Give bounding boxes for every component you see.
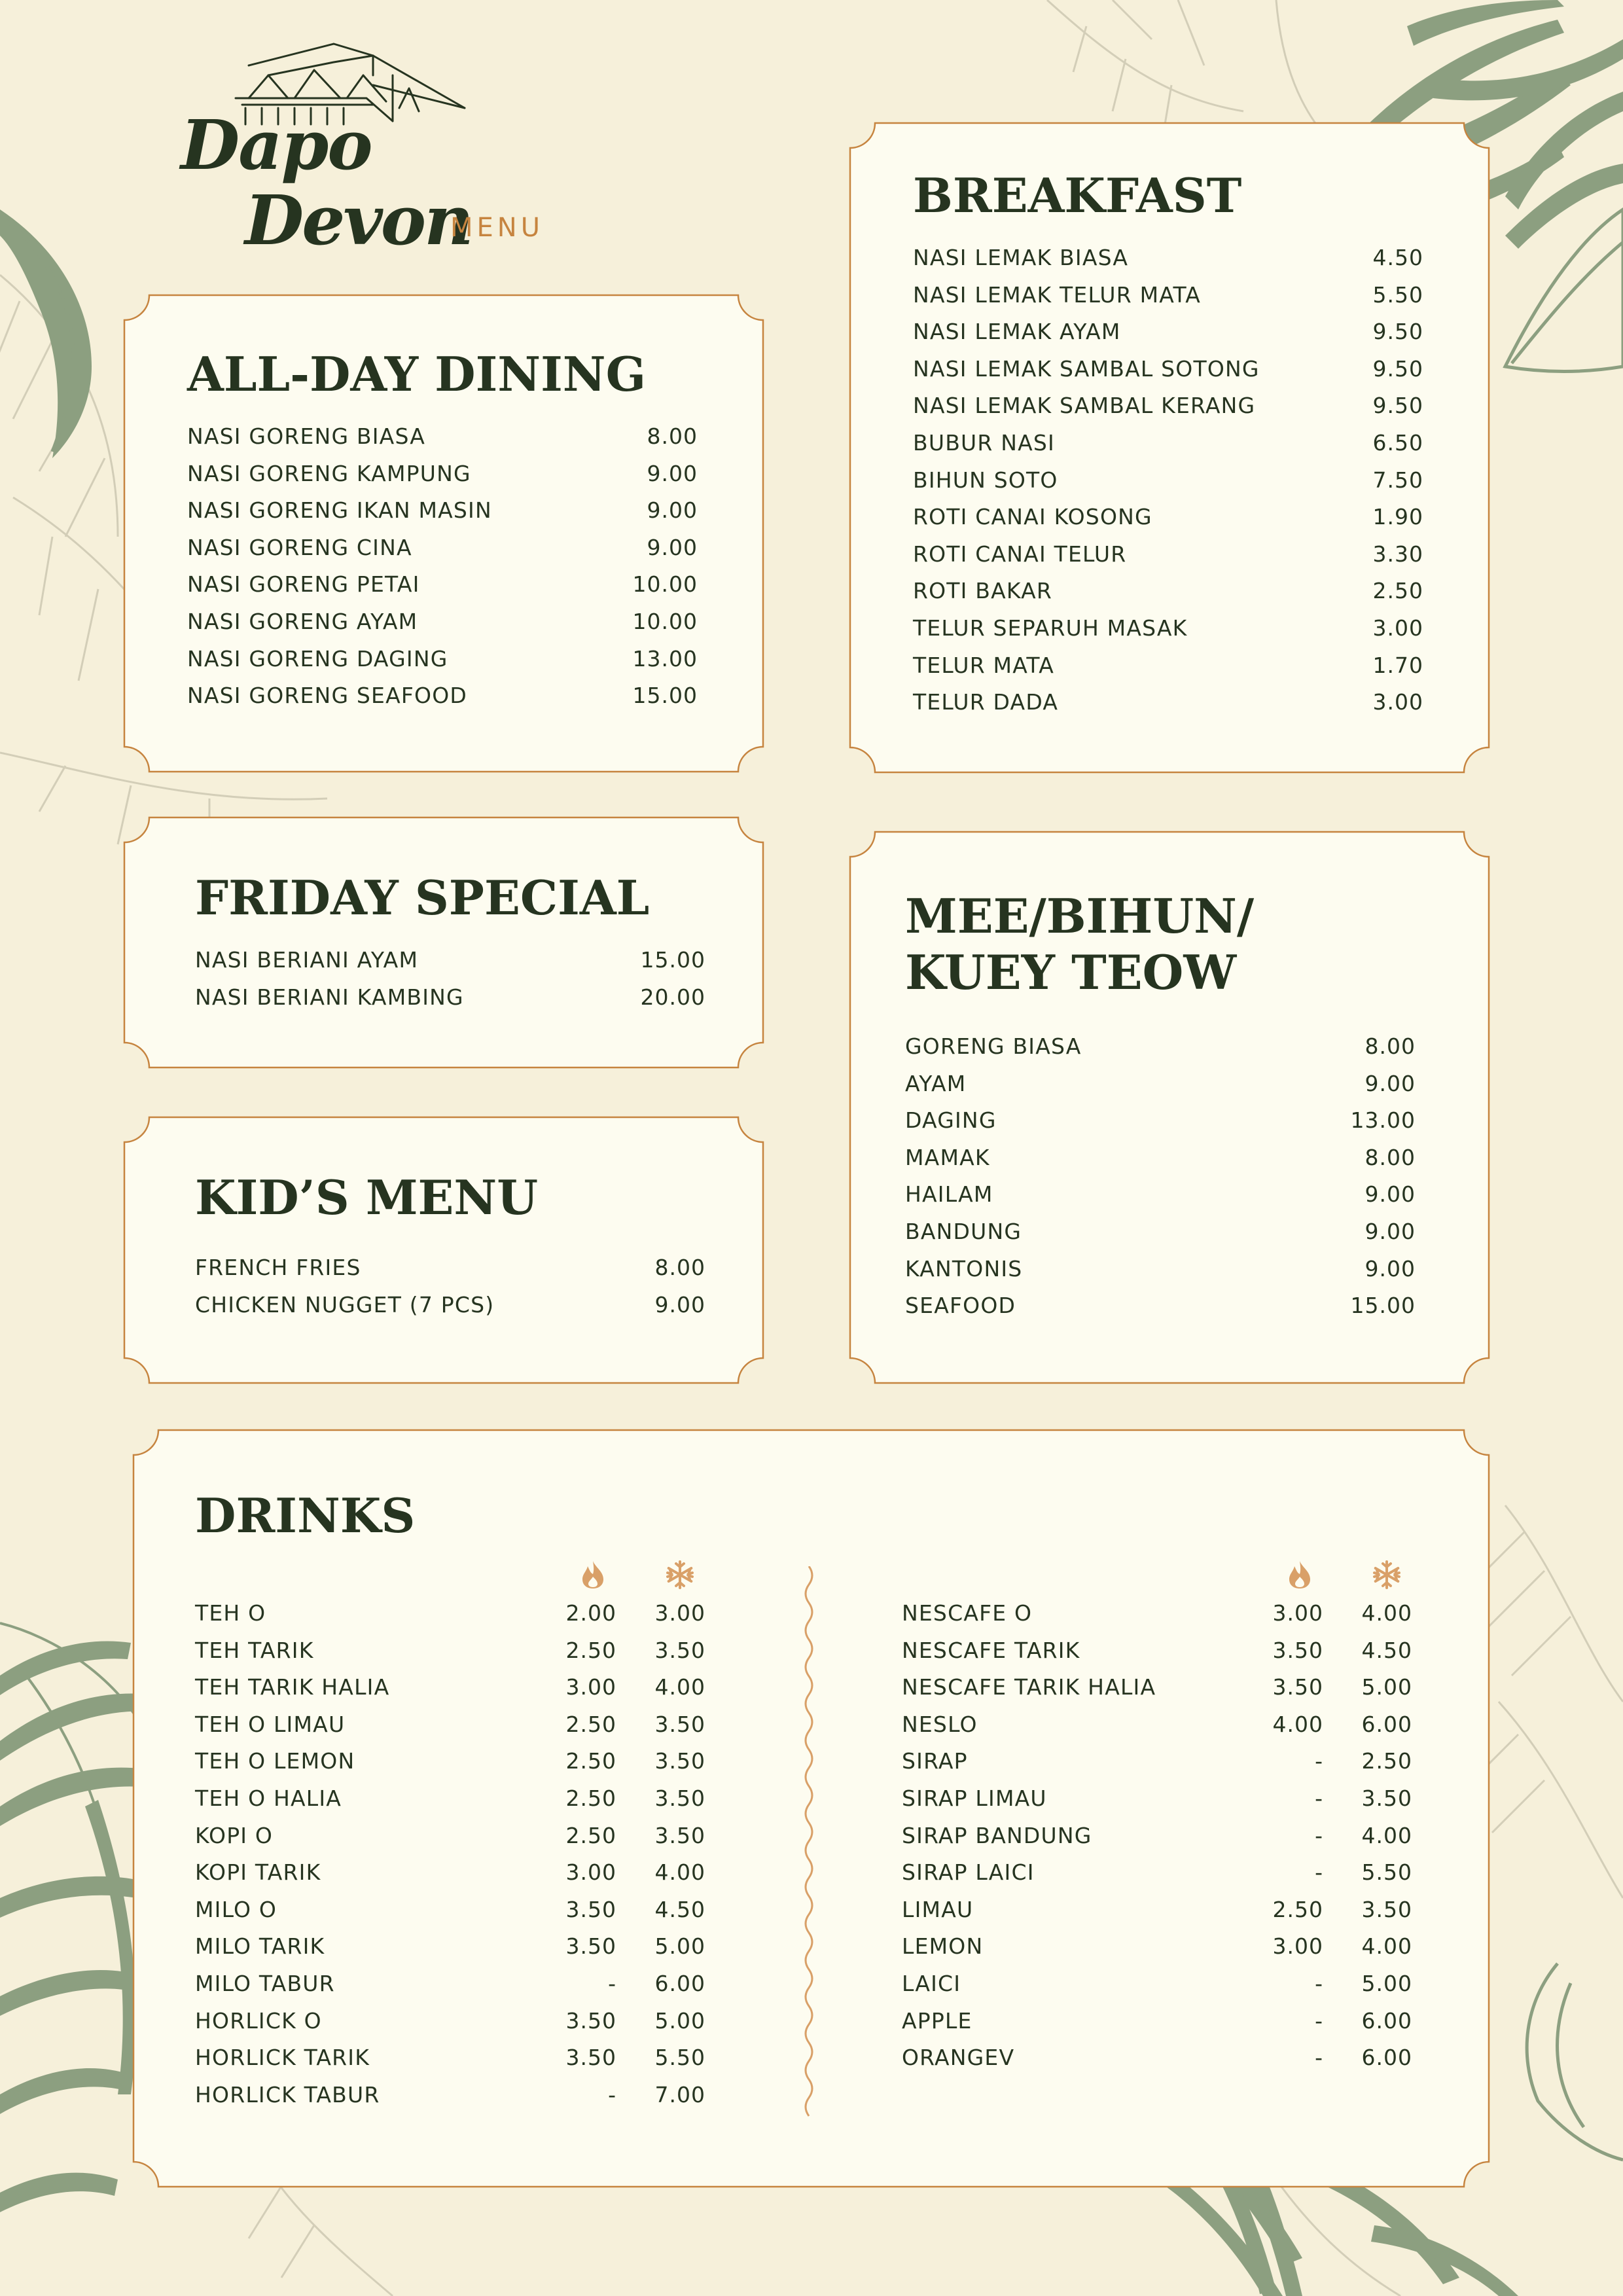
- drink-item: [902, 1600, 1412, 1638]
- drink-item: [195, 1600, 705, 1638]
- drink-cold-price: 4.00: [1361, 1822, 1412, 1848]
- menu-item-price: 2.50: [1372, 578, 1423, 604]
- menu-item: [913, 393, 1423, 430]
- menu-item-price: 5.50: [1372, 281, 1423, 308]
- menu-item-name: ROTI CANAI KOSONG: [913, 504, 1152, 530]
- menu-item-name: NASI GORENG CINA: [187, 534, 412, 560]
- menu-item-name: TELUR SEPARUH MASAK: [913, 615, 1188, 641]
- drink-name: TEH O LIMAU: [195, 1711, 346, 1737]
- menu-item-price: 13.00: [1350, 1107, 1416, 1134]
- drink-hot-price: 3.00: [565, 1674, 616, 1700]
- drink-cold-price: 4.50: [1361, 1637, 1412, 1663]
- panel-breakfast: [849, 122, 1490, 774]
- panel-frame: [123, 1116, 764, 1384]
- menu-item: [913, 356, 1423, 393]
- drink-hot-price: 4.00: [1272, 1711, 1323, 1737]
- drink-hot-price: -: [1315, 1970, 1323, 1996]
- drink-item: [902, 1897, 1412, 1934]
- menu-item-name: AYAM: [905, 1070, 967, 1096]
- drink-cold-price: 3.50: [654, 1748, 705, 1774]
- brand-name-line1: Dapo: [181, 105, 372, 185]
- menu-item: [913, 245, 1423, 282]
- drink-name: NESCAFE O: [902, 1600, 1033, 1626]
- menu-item: [187, 571, 698, 609]
- drink-item: [195, 1638, 705, 1675]
- section-title-line2: KUEY TEOW: [905, 944, 1237, 1000]
- drink-name: NESLO: [902, 1711, 978, 1737]
- drink-item: [902, 1638, 1412, 1675]
- panel-kids-menu: [123, 1116, 764, 1384]
- drink-cold-price: 3.00: [654, 1600, 705, 1626]
- drink-item: [902, 1712, 1412, 1749]
- menu-item-price: 15.00: [632, 683, 698, 709]
- drink-item: [195, 1748, 705, 1785]
- section-title-line1: MEE/BIHUN/: [905, 888, 1255, 944]
- drink-hot-price: 2.50: [565, 1785, 616, 1811]
- drink-name: TEH O LEMON: [195, 1748, 355, 1774]
- drink-cold-price: 3.50: [1361, 1785, 1412, 1811]
- brand-name-line2: Devon: [245, 180, 472, 260]
- drink-hot-price: 2.50: [1272, 1896, 1323, 1922]
- drink-name: MILO O: [195, 1896, 277, 1922]
- menu-item-name: GORENG BIASA: [905, 1033, 1082, 1059]
- drink-hot-price: 2.50: [565, 1748, 616, 1774]
- drink-item: [195, 1897, 705, 1934]
- menu-item-name: ROTI BAKAR: [913, 578, 1053, 604]
- menu-item-name: NASI LEMAK SAMBAL KERANG: [913, 393, 1256, 419]
- menu-item-name: CHICKEN NUGGET (7 PCS): [195, 1291, 495, 1318]
- section-title: FRIDAY SPECIAL: [195, 870, 650, 925]
- menu-item-name: NASI GORENG IKAN MASIN: [187, 497, 492, 524]
- menu-item-price: 9.50: [1372, 355, 1423, 382]
- drink-item: [902, 1748, 1412, 1785]
- menu-item-name: SEAFOOD: [905, 1293, 1016, 1319]
- menu-item: [913, 689, 1423, 726]
- flame-icon: [580, 1560, 606, 1590]
- menu-item: [187, 646, 698, 683]
- drink-name: SIRAP LIMAU: [902, 1785, 1047, 1811]
- drink-name: KOPI O: [195, 1822, 274, 1848]
- menu-item: [187, 535, 698, 572]
- menu-item-name: NASI GORENG KAMPUNG: [187, 460, 471, 486]
- panel-all-day-dining: [123, 294, 764, 773]
- menu-item: [905, 1145, 1416, 1182]
- drink-hot-price: 3.00: [1272, 1600, 1323, 1626]
- menu-item: [195, 1292, 705, 1329]
- drink-name: NESCAFE TARIK: [902, 1637, 1080, 1663]
- drink-item: [195, 1674, 705, 1712]
- menu-item-price: 9.00: [1364, 1218, 1416, 1244]
- drink-name: HORLICK O: [195, 2007, 322, 2034]
- drink-name: APPLE: [902, 2007, 972, 2034]
- drink-hot-price: -: [608, 1970, 616, 1996]
- menu-item-name: FRENCH FRIES: [195, 1255, 361, 1280]
- menu-item-name: BIHUN SOTO: [913, 467, 1058, 493]
- menu-item-price: 9.00: [1364, 1181, 1416, 1208]
- drink-name: TEH TARIK: [195, 1637, 314, 1663]
- menu-item-name: NASI GORENG AYAM: [187, 608, 418, 634]
- drink-name: SIRAP LAICI: [902, 1859, 1035, 1886]
- drink-name: ORANGEV: [902, 2045, 1015, 2071]
- menu-item-name: NASI LEMAK AYAM: [913, 319, 1121, 345]
- drink-name: SIRAP BANDUNG: [902, 1822, 1092, 1848]
- drink-hot-price: 2.50: [565, 1637, 616, 1663]
- menu-item-name: NASI GORENG SEAFOOD: [187, 683, 468, 709]
- panel-frame: [123, 816, 764, 1069]
- drink-name: MILO TARIK: [195, 1933, 325, 1960]
- drink-item: [195, 1785, 705, 1823]
- menu-item-price: 1.90: [1372, 504, 1423, 530]
- menu-item-name: TELUR MATA: [913, 652, 1054, 678]
- menu-item-name: NASI LEMAK BIASA: [913, 245, 1129, 270]
- drink-item: [902, 1823, 1412, 1860]
- drink-item: [195, 1859, 705, 1897]
- panel-drinks: [132, 1429, 1490, 2188]
- drink-item: [195, 2008, 705, 2045]
- panel-mee-bihun-kuey-teow: [849, 831, 1490, 1384]
- drink-cold-price: 4.50: [654, 1896, 705, 1922]
- menu-item: [913, 430, 1423, 467]
- menu-item: [913, 578, 1423, 615]
- snowflake-icon: [665, 1560, 695, 1590]
- brand-logo: [177, 36, 569, 262]
- menu-item-price: 10.00: [632, 571, 698, 598]
- item-list: [905, 1033, 1416, 1330]
- drink-hot-price: -: [608, 2081, 616, 2108]
- menu-item-name: MAMAK: [905, 1144, 990, 1170]
- menu-item: [913, 467, 1423, 505]
- section-title: KID’S MENU: [195, 1170, 539, 1225]
- section-title: DRINKS: [195, 1488, 416, 1543]
- drink-name: TEH TARIK HALIA: [195, 1674, 390, 1700]
- drink-cold-price: 6.00: [1361, 1711, 1412, 1737]
- menu-item-price: 15.00: [1350, 1293, 1416, 1319]
- drink-hot-price: -: [1315, 1859, 1323, 1886]
- drink-hot-price: 3.00: [1272, 1933, 1323, 1960]
- menu-item-name: TELUR DADA: [913, 689, 1059, 715]
- menu-item-name: NASI GORENG DAGING: [187, 645, 448, 672]
- drink-item: [902, 1785, 1412, 1823]
- menu-item-price: 9.00: [1364, 1070, 1416, 1096]
- drink-name: MILO TABUR: [195, 1970, 335, 1996]
- menu-item-price: 6.50: [1372, 429, 1423, 456]
- drink-cold-price: 5.00: [1361, 1674, 1412, 1700]
- drink-item: [902, 1674, 1412, 1712]
- menu-item: [187, 683, 698, 720]
- drink-name: HORLICK TARIK: [195, 2045, 370, 2071]
- drink-name: NESCAFE TARIK HALIA: [902, 1674, 1156, 1700]
- menu-item-price: 13.00: [632, 645, 698, 672]
- menu-item-name: NASI BERIANI KAMBING: [195, 984, 464, 1010]
- drink-cold-price: 6.00: [1361, 2007, 1412, 2034]
- menu-item-price: 8.00: [654, 1255, 705, 1280]
- drink-item: [195, 1712, 705, 1749]
- menu-item-price: 9.50: [1372, 319, 1423, 345]
- drink-cold-price: 3.50: [654, 1637, 705, 1663]
- menu-item: [905, 1181, 1416, 1219]
- drink-item: [195, 2082, 705, 2119]
- menu-item: [905, 1107, 1416, 1145]
- section-title: BREAKFAST: [913, 168, 1242, 223]
- menu-item-name: BUBUR NASI: [913, 429, 1055, 456]
- drink-item: [902, 2045, 1412, 2082]
- menu-item-name: DAGING: [905, 1107, 997, 1134]
- menu-item-name: BANDUNG: [905, 1218, 1022, 1244]
- menu-item: [195, 947, 705, 984]
- menu-item: [187, 423, 698, 461]
- drink-cold-price: 3.50: [1361, 1896, 1412, 1922]
- drink-name: TEH O HALIA: [195, 1785, 342, 1811]
- menu-item: [913, 541, 1423, 579]
- wavy-divider: [801, 1566, 817, 2123]
- drink-item: [902, 1971, 1412, 2008]
- drink-item: [195, 1933, 705, 1971]
- drink-hot-price: -: [1315, 2045, 1323, 2071]
- drink-cold-price: 3.50: [654, 1822, 705, 1848]
- item-list: [195, 1255, 705, 1329]
- drink-name: TEH O: [195, 1600, 266, 1626]
- drink-hot-price: -: [1315, 1748, 1323, 1774]
- drink-cold-price: 5.00: [654, 1933, 705, 1960]
- drink-cold-price: 5.50: [1361, 1859, 1412, 1886]
- menu-item-price: 9.00: [647, 460, 698, 486]
- drink-hot-price: 3.50: [565, 1933, 616, 1960]
- drink-hot-price: 2.50: [565, 1711, 616, 1737]
- menu-item: [187, 609, 698, 646]
- menu-label: MENU: [450, 213, 544, 243]
- drink-name: LEMON: [902, 1933, 984, 1960]
- menu-item-price: 8.00: [647, 423, 698, 449]
- drink-cold-price: 4.00: [1361, 1933, 1412, 1960]
- item-list: [913, 245, 1423, 726]
- drink-name: LAICI: [902, 1970, 961, 1996]
- drink-hot-price: 3.50: [565, 2045, 616, 2071]
- drink-hot-price: 3.50: [565, 1896, 616, 1922]
- menu-item: [187, 497, 698, 535]
- drink-item: [195, 1971, 705, 2008]
- menu-item-price: 10.00: [632, 608, 698, 634]
- drink-hot-price: 3.50: [1272, 1637, 1323, 1663]
- drink-cold-price: 5.50: [654, 2045, 705, 2071]
- item-list: [195, 947, 705, 1021]
- menu-item: [913, 653, 1423, 690]
- menu-item-price: 1.70: [1372, 652, 1423, 678]
- drink-cold-price: 3.50: [654, 1711, 705, 1737]
- drink-cold-price: 5.00: [1361, 1970, 1412, 1996]
- menu-item: [195, 984, 705, 1022]
- menu-item-name: ROTI CANAI TELUR: [913, 541, 1127, 567]
- drink-hot-price: 3.00: [565, 1859, 616, 1886]
- drink-item: [195, 1823, 705, 1860]
- drink-cold-price: 3.50: [654, 1785, 705, 1811]
- drink-hot-price: 2.00: [565, 1600, 616, 1626]
- menu-item-price: 8.00: [1364, 1144, 1416, 1170]
- menu-item: [905, 1071, 1416, 1108]
- drinks-left-list: [195, 1600, 705, 2119]
- drink-hot-price: 3.50: [1272, 1674, 1323, 1700]
- menu-item-price: 3.00: [1372, 615, 1423, 641]
- menu-item-price: 3.30: [1372, 541, 1423, 567]
- menu-item: [913, 282, 1423, 319]
- drink-cold-price: 4.00: [654, 1674, 705, 1700]
- flame-icon: [1287, 1560, 1313, 1590]
- menu-item-price: 4.50: [1372, 245, 1423, 270]
- menu-item-price: 3.00: [1372, 689, 1423, 715]
- drink-cold-price: 5.00: [654, 2007, 705, 2034]
- menu-item-price: 9.50: [1372, 393, 1423, 419]
- menu-item-price: 20.00: [640, 984, 705, 1010]
- menu-item-price: 7.50: [1372, 467, 1423, 493]
- menu-item-name: NASI GORENG BIASA: [187, 423, 425, 449]
- menu-item-price: 15.00: [640, 947, 705, 973]
- drink-name: KOPI TARIK: [195, 1859, 321, 1886]
- menu-item: [913, 615, 1423, 653]
- menu-item: [913, 319, 1423, 356]
- drink-name: LIMAU: [902, 1896, 974, 1922]
- snowflake-icon: [1372, 1560, 1402, 1590]
- drink-cold-price: 4.00: [654, 1859, 705, 1886]
- drink-hot-price: 2.50: [565, 1822, 616, 1848]
- drink-name: SIRAP: [902, 1748, 968, 1774]
- drink-item: [902, 1933, 1412, 1971]
- menu-item-price: 8.00: [1364, 1033, 1416, 1059]
- drink-item: [902, 2008, 1412, 2045]
- menu-item: [187, 461, 698, 498]
- menu-item: [195, 1255, 705, 1292]
- menu-item: [905, 1293, 1416, 1330]
- menu-item-name: NASI GORENG PETAI: [187, 571, 420, 598]
- drink-hot-price: 3.50: [565, 2007, 616, 2034]
- menu-item-name: NASI LEMAK SAMBAL SOTONG: [913, 355, 1260, 382]
- drink-cold-price: 6.00: [1361, 2045, 1412, 2071]
- menu-item-name: NASI LEMAK TELUR MATA: [913, 281, 1202, 308]
- drink-item: [195, 2045, 705, 2082]
- panel-friday-special: [123, 816, 764, 1069]
- item-list: [187, 423, 698, 720]
- drink-cold-price: 6.00: [654, 1970, 705, 1996]
- drink-hot-price: -: [1315, 1785, 1323, 1811]
- drink-cold-price: 2.50: [1361, 1748, 1412, 1774]
- menu-item-price: 9.00: [1364, 1255, 1416, 1282]
- menu-item: [905, 1033, 1416, 1071]
- drink-name: HORLICK TABUR: [195, 2081, 380, 2108]
- menu-item-price: 9.00: [654, 1291, 705, 1318]
- drink-item: [902, 1859, 1412, 1897]
- menu-item-price: 9.00: [647, 534, 698, 560]
- menu-item: [905, 1219, 1416, 1256]
- drink-hot-price: -: [1315, 2007, 1323, 2034]
- section-title: ALL-DAY DINING: [187, 346, 647, 402]
- menu-item-name: NASI BERIANI AYAM: [195, 947, 419, 973]
- drinks-right-list: [902, 1600, 1412, 2082]
- menu-item: [913, 504, 1423, 541]
- drink-hot-price: -: [1315, 1822, 1323, 1848]
- menu-item-price: 9.00: [647, 497, 698, 524]
- menu-item: [905, 1256, 1416, 1293]
- drink-cold-price: 4.00: [1361, 1600, 1412, 1626]
- menu-item-name: KANTONIS: [905, 1255, 1023, 1282]
- drink-cold-price: 7.00: [654, 2081, 705, 2108]
- menu-item-name: HAILAM: [905, 1181, 993, 1208]
